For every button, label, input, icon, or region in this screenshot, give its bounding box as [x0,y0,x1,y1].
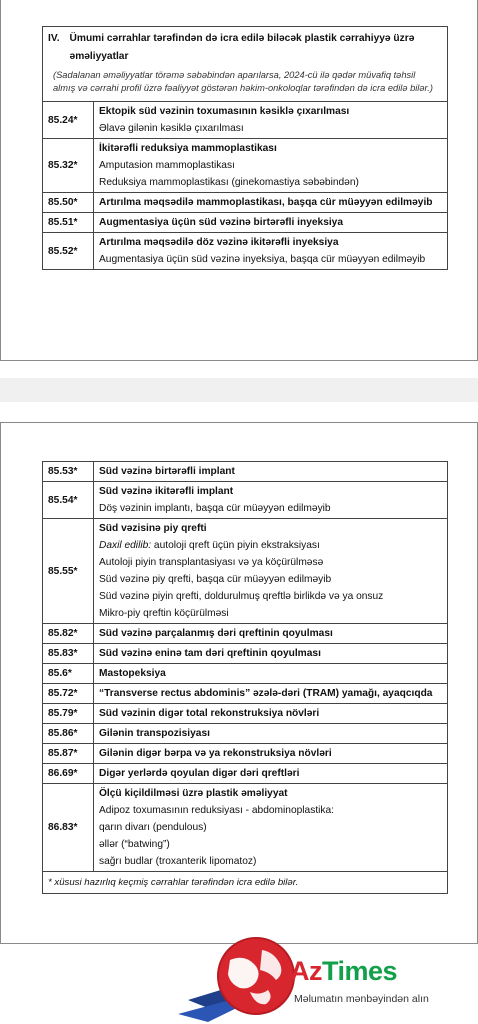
row-code: 85.53* [43,462,94,482]
row-line: Süd vəzinə piy qrefti, başqa cür müəyyən edilməyib [99,574,332,585]
rows-page-1 [43,102,448,270]
row-code: 85.54* [43,482,94,519]
row-text [94,744,448,764]
row-line: Amputasion mammoplastikası [99,160,235,171]
table-row [43,744,448,764]
table-row [43,462,448,482]
row-line-rest: autoloji qreft üçün piyin ekstraksiyası [151,540,320,551]
row-line: Reduksiya mammoplastikası (ginekomastiya səbəbindən) [99,177,359,188]
table-row [43,233,448,270]
table-continued [42,461,448,894]
row-code: 85.50* [43,193,94,213]
row-title: Ektopik süd vəzinin toxumasının kəsiklə çıxarılması [99,106,350,117]
table-row [43,482,448,519]
row-text [94,624,448,644]
row-text [94,213,448,233]
table-row [43,684,448,704]
row-code: 85.87* [43,744,94,764]
row-title: Süd vəzinin digər total rekonstruksiya növləri [99,708,320,719]
row-code: 85.32* [43,139,94,193]
row-title: Artırılma məqsədilə mammoplastikası, başqa cür müəyyən edilməyib [99,197,433,208]
row-line: Əlavə gilənin kəsiklə çıxarılması [99,123,244,134]
table-section-iv [42,26,448,270]
table-row [43,764,448,784]
row-title: “Transverse rectus abdominis” əzələ-dəri (TRAM) yamağı, ayaqcıqda [99,688,433,699]
brand-wordmark [290,956,397,987]
footnote: * xüsusi hazırlıq keçmiş cərrahlar tərəfindən icra edilə bilər. [43,872,448,894]
table-row [43,624,448,644]
row-line [99,537,442,554]
row-title: Süd vəzinə birtərəfli implant [99,466,235,477]
table-row [43,784,448,872]
row-text [94,139,448,193]
row-text [94,462,448,482]
section-number: IV. [48,33,60,44]
row-text [94,684,448,704]
row-line: əllər (“batwing”) [99,839,170,850]
brand-times: Times [322,956,398,986]
row-line: Döş vəzinin implantı, başqa cür müəyyən edilməyib [99,503,331,514]
globe-icon [178,938,294,1022]
row-text [94,644,448,664]
row-text [94,519,448,624]
row-code: 85.86* [43,724,94,744]
row-code: 85.52* [43,233,94,270]
row-line: sağrı budlar (troxanterik lipomatoz) [99,856,257,867]
row-title: Süd vəzisinə piy qrefti [99,523,207,534]
row-text [94,704,448,724]
table-row [43,644,448,664]
table-row [43,193,448,213]
row-code: 85.55* [43,519,94,624]
row-title: Gilənin transpozisiyası [99,728,210,739]
table-row [43,664,448,684]
row-code: 86.83* [43,784,94,872]
row-text [94,233,448,270]
row-title: Mastopeksiya [99,668,166,679]
row-text [94,664,448,684]
table-row [43,704,448,724]
row-code: 85.83* [43,644,94,664]
row-line: Mikro-piy qreftin köçürülməsi [99,608,229,619]
row-title: Süd vəzinə parçalanmış dəri qreftinin qoyulması [99,628,333,639]
rows-page-2 [43,462,448,872]
section-note: (Sadalanan əməliyyatlar törəmə səbəbindən aparılarsa, 2024-cü ilə qədər müvafiq təhsil almış və cərrahi profil üzrə fəaliyyət göstərən həkim-onkoloqlar tərəfindən də icra edilə bilər.) [53,70,433,93]
row-italic-prefix: Daxil edilib: [99,540,152,551]
row-title: Artırılma məqsədilə döz vəzinə ikitərəfli inyeksiya [99,237,339,248]
table-row [43,213,448,233]
section-header-row [43,27,448,102]
row-line: Autoloji piyin transplantasiyası və ya köçürülməsə [99,557,324,568]
row-title: Süd vəzinə ikitərəfli implant [99,486,234,497]
row-title: İkitərəfli reduksiya mammoplastikası [99,143,277,154]
row-code: 85.24* [43,102,94,139]
row-title: Süd vəzinə eninə tam dəri qreftinin qoyulması [99,648,321,659]
table-row [43,102,448,139]
table-row [43,519,448,624]
brand-az: Az [290,956,322,986]
row-text [94,784,448,872]
row-text [94,193,448,213]
row-text [94,102,448,139]
row-title: Augmentasiya üçün süd vəzinə birtərəfli inyeksiya [99,217,344,228]
row-title: Gilənin digər bərpa və ya rekonstruksiya növləri [99,748,332,759]
row-line: Süd vəzinə piyin qrefti, doldurulmuş qreftlə birlikdə və ya onsuz [99,591,384,602]
row-title: Digər yerlərdə qoyulan digər dəri qreftləri [99,768,300,779]
row-text [94,764,448,784]
page-gap [0,378,478,402]
row-text [94,482,448,519]
row-code: 85.6* [43,664,94,684]
section-title: Ümumi cərrahlar tərəfindən də icra edilə biləcək plastik cərrahiyyə üzrə əməliyyatlar [69,33,415,62]
table-row [43,724,448,744]
footnote-row [43,872,448,894]
row-code: 85.79* [43,704,94,724]
row-line: Augmentasiya üçün süd vəzinə inyeksiya, başqa cür müəyyən edilməyib [99,254,426,265]
row-code: 86.69* [43,764,94,784]
row-code: 85.51* [43,213,94,233]
table-row [43,139,448,193]
row-line: qarın divarı (pendulous) [99,822,207,833]
row-title: Ölçü kiçildilməsi üzrə plastik əməliyyat [99,788,288,799]
row-text [94,724,448,744]
row-code: 85.72* [43,684,94,704]
row-line: Adipoz toxumasının reduksiyası - abdominoplastika: [99,805,334,816]
brand-slogan: Məlumatın mənbəyindən alın [294,993,429,1005]
row-code: 85.82* [43,624,94,644]
